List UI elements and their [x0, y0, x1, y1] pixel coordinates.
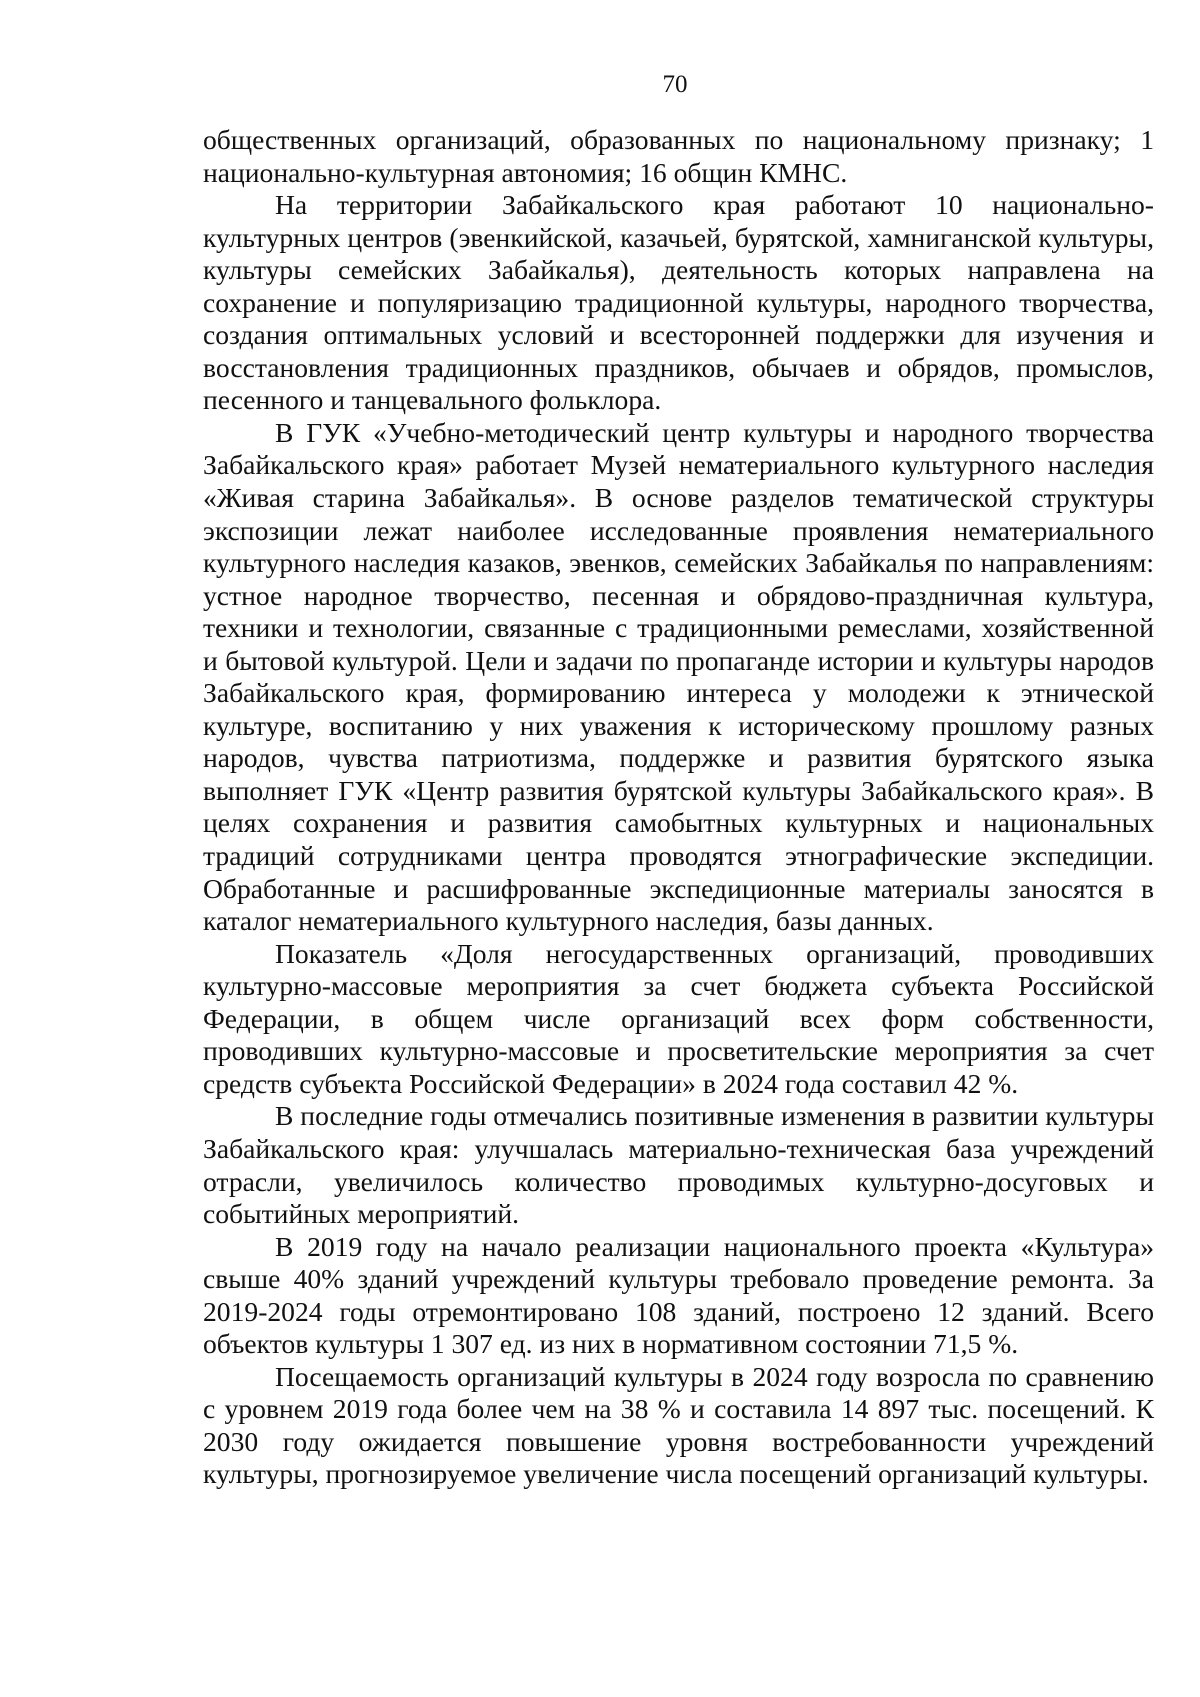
paragraph-non-state-organizations-indicator: Показатель «Доля негосударственных организаций, проводивших культурно-массовые мероприятия за счет бюджета субъекта Российской Федерации, в общем числе организаций всех форм собственности, проводивших культурно-массовые и просветительские мероприятия за счет средств субъекта Российской Федерации» в 2024 года составил 42 %.: [203, 937, 1154, 1099]
paragraph-positive-changes: В последние годы отмечались позитивные изменения в развитии культуры Забайкальского края: улучшалась материально-техническая база учреждений отрасли, увеличилось количество проводимых культурно-досуговых и событийных мероприятий.: [203, 1100, 1154, 1230]
paragraph-national-cultural-centers: На территории Забайкальского края работают 10 национально-культурных центров (эвенкийской, казачьей, бурятской, хамниганской культуры, культуры семейских Забайкалья), деятельность которых направлена на сохранение и популяризацию традиционной культуры, народного творчества, создания оптимальных условий и всесторонней поддержки для изучения и восстановления традиционных праздников, обычаев и обрядов, промыслов, песенного и танцевального фольклора.: [203, 189, 1154, 416]
paragraph-renovation-stats: В 2019 году на начало реализации национального проекта «Культура» свыше 40% зданий учреждений культуры требовало проведение ремонта. За 2019-2024 годы отремонтировано 108 зданий, построено 12 зданий. Всего объектов культуры 1 307 ед. из них в нормативном состоянии 71,5 %.: [203, 1230, 1154, 1360]
page-number: 70: [662, 71, 688, 98]
paragraph-attendance: Посещаемость организаций культуры в 2024 году возросла по сравнению с уровнем 2019 года более чем на 38 % и составила 14 897 тыс. посещений. К 2030 году ожидается повышение уровня востребованности учреждений культуры, прогнозируемое увеличение числа посещений организаций культуры.: [203, 1360, 1154, 1490]
body-text: [203, 124, 1154, 1491]
paragraph-museum-intangible-heritage: В ГУК «Учебно-методический центр культуры и народного творчества Забайкальского края» работает Музей нематериального культурного наследия «Живая старина Забайкалья». В основе разделов тематической структуры экспозиции лежат наиболее исследованные проявления нематериального культурного наследия казаков, эвенков, семейских Забайкалья по направлениям: устное народное творчество, песенная и обрядово-праздничная культура, техники и технологии, связанные с традиционными ремеслами, хозяйственной и бытовой культурой. Цели и задачи по пропаганде истории и культуры народов Забайкальского края, формированию интереса у молодежи к этнической культуре, воспитанию у них уважения к историческому прошлому разных народов, чувства патриотизма, поддержке и развития бурятского языка выполняет ГУК «Центр развития бурятской культуры Забайкальского края». В целях сохранения и развития самобытных культурных и национальных традиций сотрудниками центра проводятся этнографические экспедиции. Обработанные и расшифрованные экспедиционные материалы заносятся в каталог нематериального культурного наследия, базы данных.: [203, 416, 1154, 937]
paragraph-continuation: общественных организаций, образованных по национальному признаку; 1 национально-культурная автономия; 16 общин КМНС.: [203, 124, 1154, 188]
